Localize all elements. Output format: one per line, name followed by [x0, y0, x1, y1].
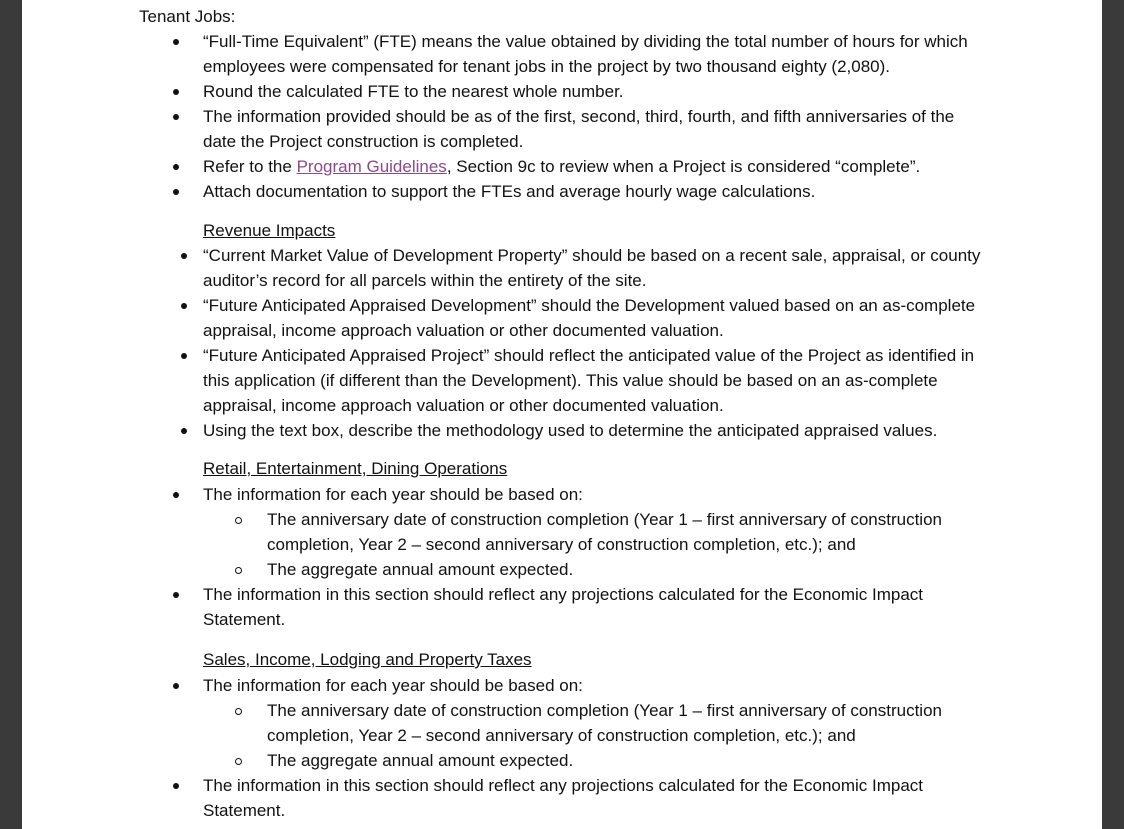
- bullet-icon: [181, 428, 187, 434]
- list-item: Attach documentation to support the FTEs and average hourly wage calculations.: [139, 179, 989, 204]
- list-item: “Current Market Value of Development Property” should be based on a recent sale, appraisal, or county auditor’s record for all parcels within the entirety of the site.: [139, 243, 989, 293]
- bullet-icon: [173, 492, 179, 498]
- sub-list-item: The aggregate annual amount expected.: [203, 748, 989, 773]
- taxes-heading: Sales, Income, Lodging and Property Taxes: [203, 650, 532, 669]
- bullet-icon: [181, 303, 187, 309]
- circle-bullet-icon: [235, 517, 242, 524]
- bullet-icon: [181, 353, 187, 359]
- bullet-icon: [173, 89, 179, 95]
- taxes-sublist: [203, 698, 989, 773]
- retail-sublist: [203, 507, 989, 582]
- sub-list-item: The anniversary date of construction completion (Year 1 – first anniversary of construction completion, Year 2 – second anniversary of construction completion, etc.); and: [203, 698, 989, 748]
- revenue-impacts-heading: Revenue Impacts: [203, 221, 336, 240]
- retail-list: [139, 482, 989, 632]
- bullet-icon: [173, 783, 179, 789]
- list-item: The information provided should be as of the first, second, third, fourth, and fifth anniversaries of the date the Project construction is completed.: [139, 104, 989, 154]
- circle-bullet-icon: [235, 567, 242, 574]
- bullet-icon: [173, 189, 179, 195]
- retail-heading: Retail, Entertainment, Dining Operations: [203, 459, 508, 478]
- document-page: [22, 0, 1102, 829]
- bullet-icon: [173, 683, 179, 689]
- sub-list-item: The aggregate annual amount expected.: [203, 557, 989, 582]
- list-item: Refer to the Program Guidelines, Section 9c to review when a Project is considered “complete”.: [139, 154, 989, 179]
- list-item: The information for each year should be based on: The anniversary date of construction completion (Year 1 – first anniversary of construction completion, Year 2 – second anniversary of construction completion, etc.); and The aggregate annual amount expected.: [139, 482, 989, 582]
- bullet-icon: [173, 114, 179, 120]
- tenant-jobs-list: [139, 29, 989, 204]
- sub-list-item: The anniversary date of construction completion (Year 1 – first anniversary of construction completion, Year 2 – second anniversary of construction completion, etc.); and: [203, 507, 989, 557]
- program-guidelines-link[interactable]: Program Guidelines: [296, 157, 447, 176]
- list-item: The information in this section should reflect any projections calculated for the Economic Impact Statement.: [139, 773, 989, 823]
- list-item: “Full-Time Equivalent” (FTE) means the value obtained by dividing the total number of hours for which employees were compensated for tenant jobs in the project by two thousand eighty (2,080).: [139, 29, 989, 79]
- tenant-jobs-heading: Tenant Jobs:: [139, 7, 236, 26]
- list-item: “Future Anticipated Appraised Development” should the Development valued based on an as-complete appraisal, income approach valuation or other documented valuation.: [139, 293, 989, 343]
- bullet-icon: [173, 39, 179, 45]
- bullet-icon: [173, 592, 179, 598]
- circle-bullet-icon: [235, 708, 242, 715]
- bullet-icon: [173, 164, 179, 170]
- list-item: The information in this section should reflect any projections calculated for the Economic Impact Statement.: [139, 582, 989, 632]
- list-item: The information for each year should be based on: The anniversary date of construction completion (Year 1 – first anniversary of construction completion, Year 2 – second anniversary of construction completion, etc.); and The aggregate annual amount expected.: [139, 673, 989, 773]
- list-item: Using the text box, describe the methodology used to determine the anticipated appraised values.: [139, 418, 989, 443]
- circle-bullet-icon: [235, 758, 242, 765]
- list-item: Round the calculated FTE to the nearest whole number.: [139, 79, 989, 104]
- list-item: “Future Anticipated Appraised Project” should reflect the anticipated value of the Project as identified in this application (if different than the Development). This value should be based on an as-complete appraisal, income approach valuation or other documented valuation.: [139, 343, 989, 418]
- revenue-impacts-list: [139, 243, 989, 443]
- taxes-list: [139, 673, 989, 823]
- bullet-icon: [181, 253, 187, 259]
